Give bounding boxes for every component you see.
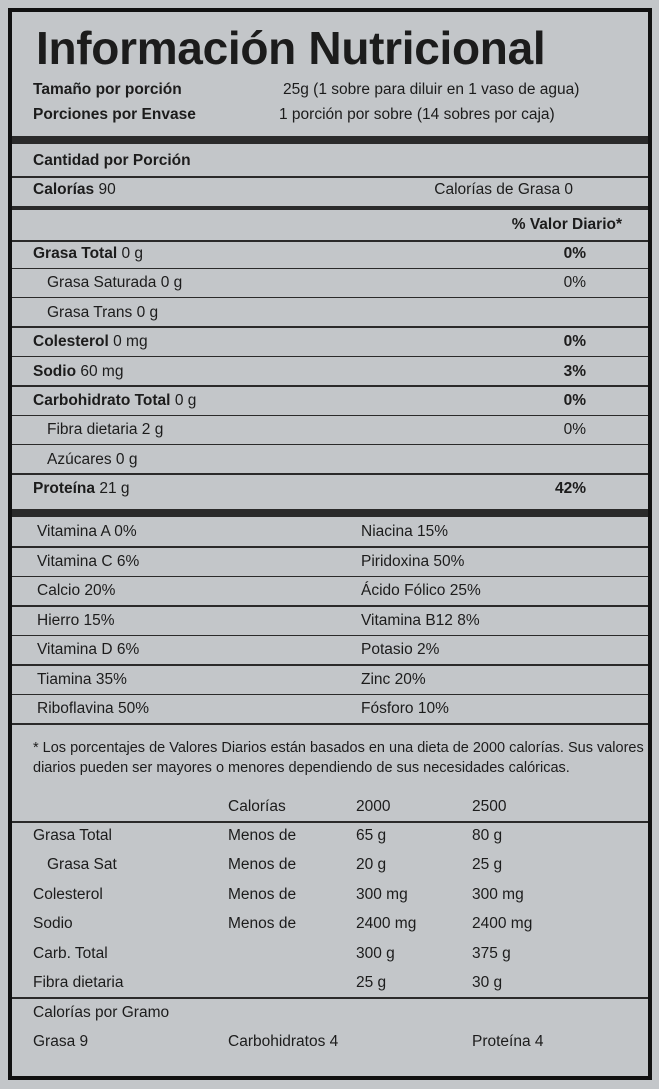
vitamin-item: Potasio 2% <box>361 641 440 658</box>
thick-divider <box>12 509 648 517</box>
nutrient-amount: 0 g <box>174 392 197 409</box>
divider <box>12 546 648 548</box>
divider <box>12 297 648 299</box>
nutrient-daily-value: 0% <box>563 392 586 409</box>
divider <box>12 694 648 696</box>
nutrient-row <box>33 479 130 499</box>
vitamin-item: Fósforo 10% <box>361 700 449 717</box>
reference-cell: 300 mg <box>472 885 524 903</box>
nutrient-daily-value: 42% <box>554 480 586 498</box>
reference-cell: Sodio <box>33 915 73 933</box>
nutrient-row <box>33 332 148 352</box>
reference-cell: 20 g <box>356 856 387 874</box>
nutrient-daily-value: 3% <box>563 362 586 380</box>
reference-cell: Menos de <box>228 856 297 874</box>
reference-cell: Colesterol <box>33 885 103 903</box>
vitamin-item: Hierro 15% <box>37 611 115 629</box>
vitamin-item: Zinc 20% <box>361 670 426 688</box>
reference-header-cell: Calorías <box>228 798 286 815</box>
servings-per-container-value: 1 porción por sobre (14 sobres por caja) <box>279 106 555 123</box>
nutrient-row <box>33 362 123 382</box>
reference-cell: Carb. Total <box>33 944 108 962</box>
nutrient-name: Grasa Total <box>33 245 118 262</box>
reference-header-cell: 2500 <box>472 798 507 815</box>
reference-cell: 25 g <box>472 856 503 874</box>
daily-value-header: % Valor Diario* <box>511 216 622 233</box>
calories-value: 90 <box>98 181 116 198</box>
medium-divider <box>12 206 648 210</box>
divider <box>12 635 648 637</box>
calories-per-gram-carbs: Carbohidratos 4 <box>228 1033 339 1050</box>
reference-cell: Menos de <box>228 827 297 844</box>
nutrient-amount: 60 mg <box>80 362 124 380</box>
nutrient-amount: 0 g <box>121 245 144 262</box>
divider <box>12 356 648 358</box>
divider <box>12 385 648 387</box>
reference-cell: 25 g <box>356 974 387 991</box>
vitamin-item: Ácido Fólico 25% <box>361 582 481 599</box>
vitamin-item: Vitamina A 0% <box>37 523 137 540</box>
nutrient-name: Sodio <box>33 362 77 380</box>
nutrient-name: Colesterol <box>33 333 109 351</box>
divider <box>12 326 648 328</box>
nutrient-daily-value: 0% <box>563 245 586 262</box>
nutrient-row: Fibra dietaria 2 g <box>47 421 164 439</box>
nutrient-daily-value: 0% <box>563 333 586 351</box>
divider <box>12 997 648 999</box>
divider <box>12 176 648 178</box>
footnote-line: diarios pueden ser mayores o menores dependiendo de sus necesidades calóricas. <box>33 760 570 776</box>
nutrient-daily-value: 0% <box>563 274 586 292</box>
vitamin-item: Vitamina B12 8% <box>361 611 480 629</box>
reference-cell: 80 g <box>472 827 503 844</box>
vitamin-item: Tiamina 35% <box>37 670 127 688</box>
page-title: Información Nutricional <box>36 22 546 74</box>
calories-label-text: Calorías <box>33 181 95 198</box>
reference-cell: Grasa Total <box>33 827 112 844</box>
divider <box>12 821 648 823</box>
amount-per-serving: Cantidad por Porción <box>33 152 191 169</box>
divider <box>12 576 648 578</box>
nutrient-row <box>33 391 196 411</box>
reference-cell: Menos de <box>228 915 297 933</box>
nutrient-amount: 21 g <box>99 480 130 498</box>
vitamin-item: Niacina 15% <box>361 523 449 540</box>
calories-per-gram-protein: Proteína 4 <box>472 1033 544 1050</box>
reference-cell: 2400 mg <box>356 915 417 933</box>
reference-header-cell: 2000 <box>356 798 391 815</box>
reference-cell: 300 g <box>356 944 395 962</box>
nutrient-amount: 0 mg <box>113 333 148 351</box>
divider <box>12 444 648 446</box>
reference-cell: 2400 mg <box>472 915 533 933</box>
footnote-line: * Los porcentajes de Valores Diarios están basados en una dieta de 2000 calorías. Sus valores <box>33 740 644 756</box>
nutrient-row: Grasa Trans 0 g <box>47 303 159 321</box>
vitamin-item: Calcio 20% <box>37 582 116 599</box>
divider <box>12 415 648 417</box>
reference-cell: Menos de <box>228 885 297 903</box>
reference-cell: Grasa Sat <box>47 856 117 874</box>
divider <box>12 723 648 725</box>
vitamin-item: Vitamina D 6% <box>37 641 140 658</box>
vitamin-item: Vitamina C 6% <box>37 552 140 570</box>
nutrient-name: Carbohidrato Total <box>33 392 171 409</box>
reference-cell: 65 g <box>356 827 387 844</box>
vitamin-item: Piridoxina 50% <box>361 552 465 570</box>
calories-label <box>33 180 116 200</box>
divider <box>12 473 648 475</box>
nutrient-row: Grasa Saturada 0 g <box>47 274 183 292</box>
serving-size-label: Tamaño por porción <box>33 81 182 98</box>
nutrient-daily-value: 0% <box>563 421 586 439</box>
divider <box>12 268 648 270</box>
calories-per-gram-fat: Grasa 9 <box>33 1033 89 1050</box>
vitamin-item: Riboflavina 50% <box>37 700 150 717</box>
reference-cell: 30 g <box>472 974 503 991</box>
fat-calories: Calorías de Grasa 0 <box>434 181 573 198</box>
serving-size-value: 25g (1 sobre para diluir en 1 vaso de agua) <box>283 81 580 98</box>
reference-cell: 375 g <box>472 944 511 962</box>
divider <box>12 664 648 666</box>
reference-cell: Fibra dietaria <box>33 974 124 991</box>
divider <box>12 240 648 242</box>
divider <box>12 605 648 607</box>
calories-per-gram-label: Calorías por Gramo <box>33 1004 170 1021</box>
nutrient-row <box>33 244 143 264</box>
thick-divider <box>12 136 648 144</box>
servings-per-container-label: Porciones por Envase <box>33 106 196 123</box>
reference-cell: 300 mg <box>356 885 408 903</box>
nutrient-name: Proteína <box>33 480 96 498</box>
nutrient-row: Azúcares 0 g <box>47 450 138 468</box>
